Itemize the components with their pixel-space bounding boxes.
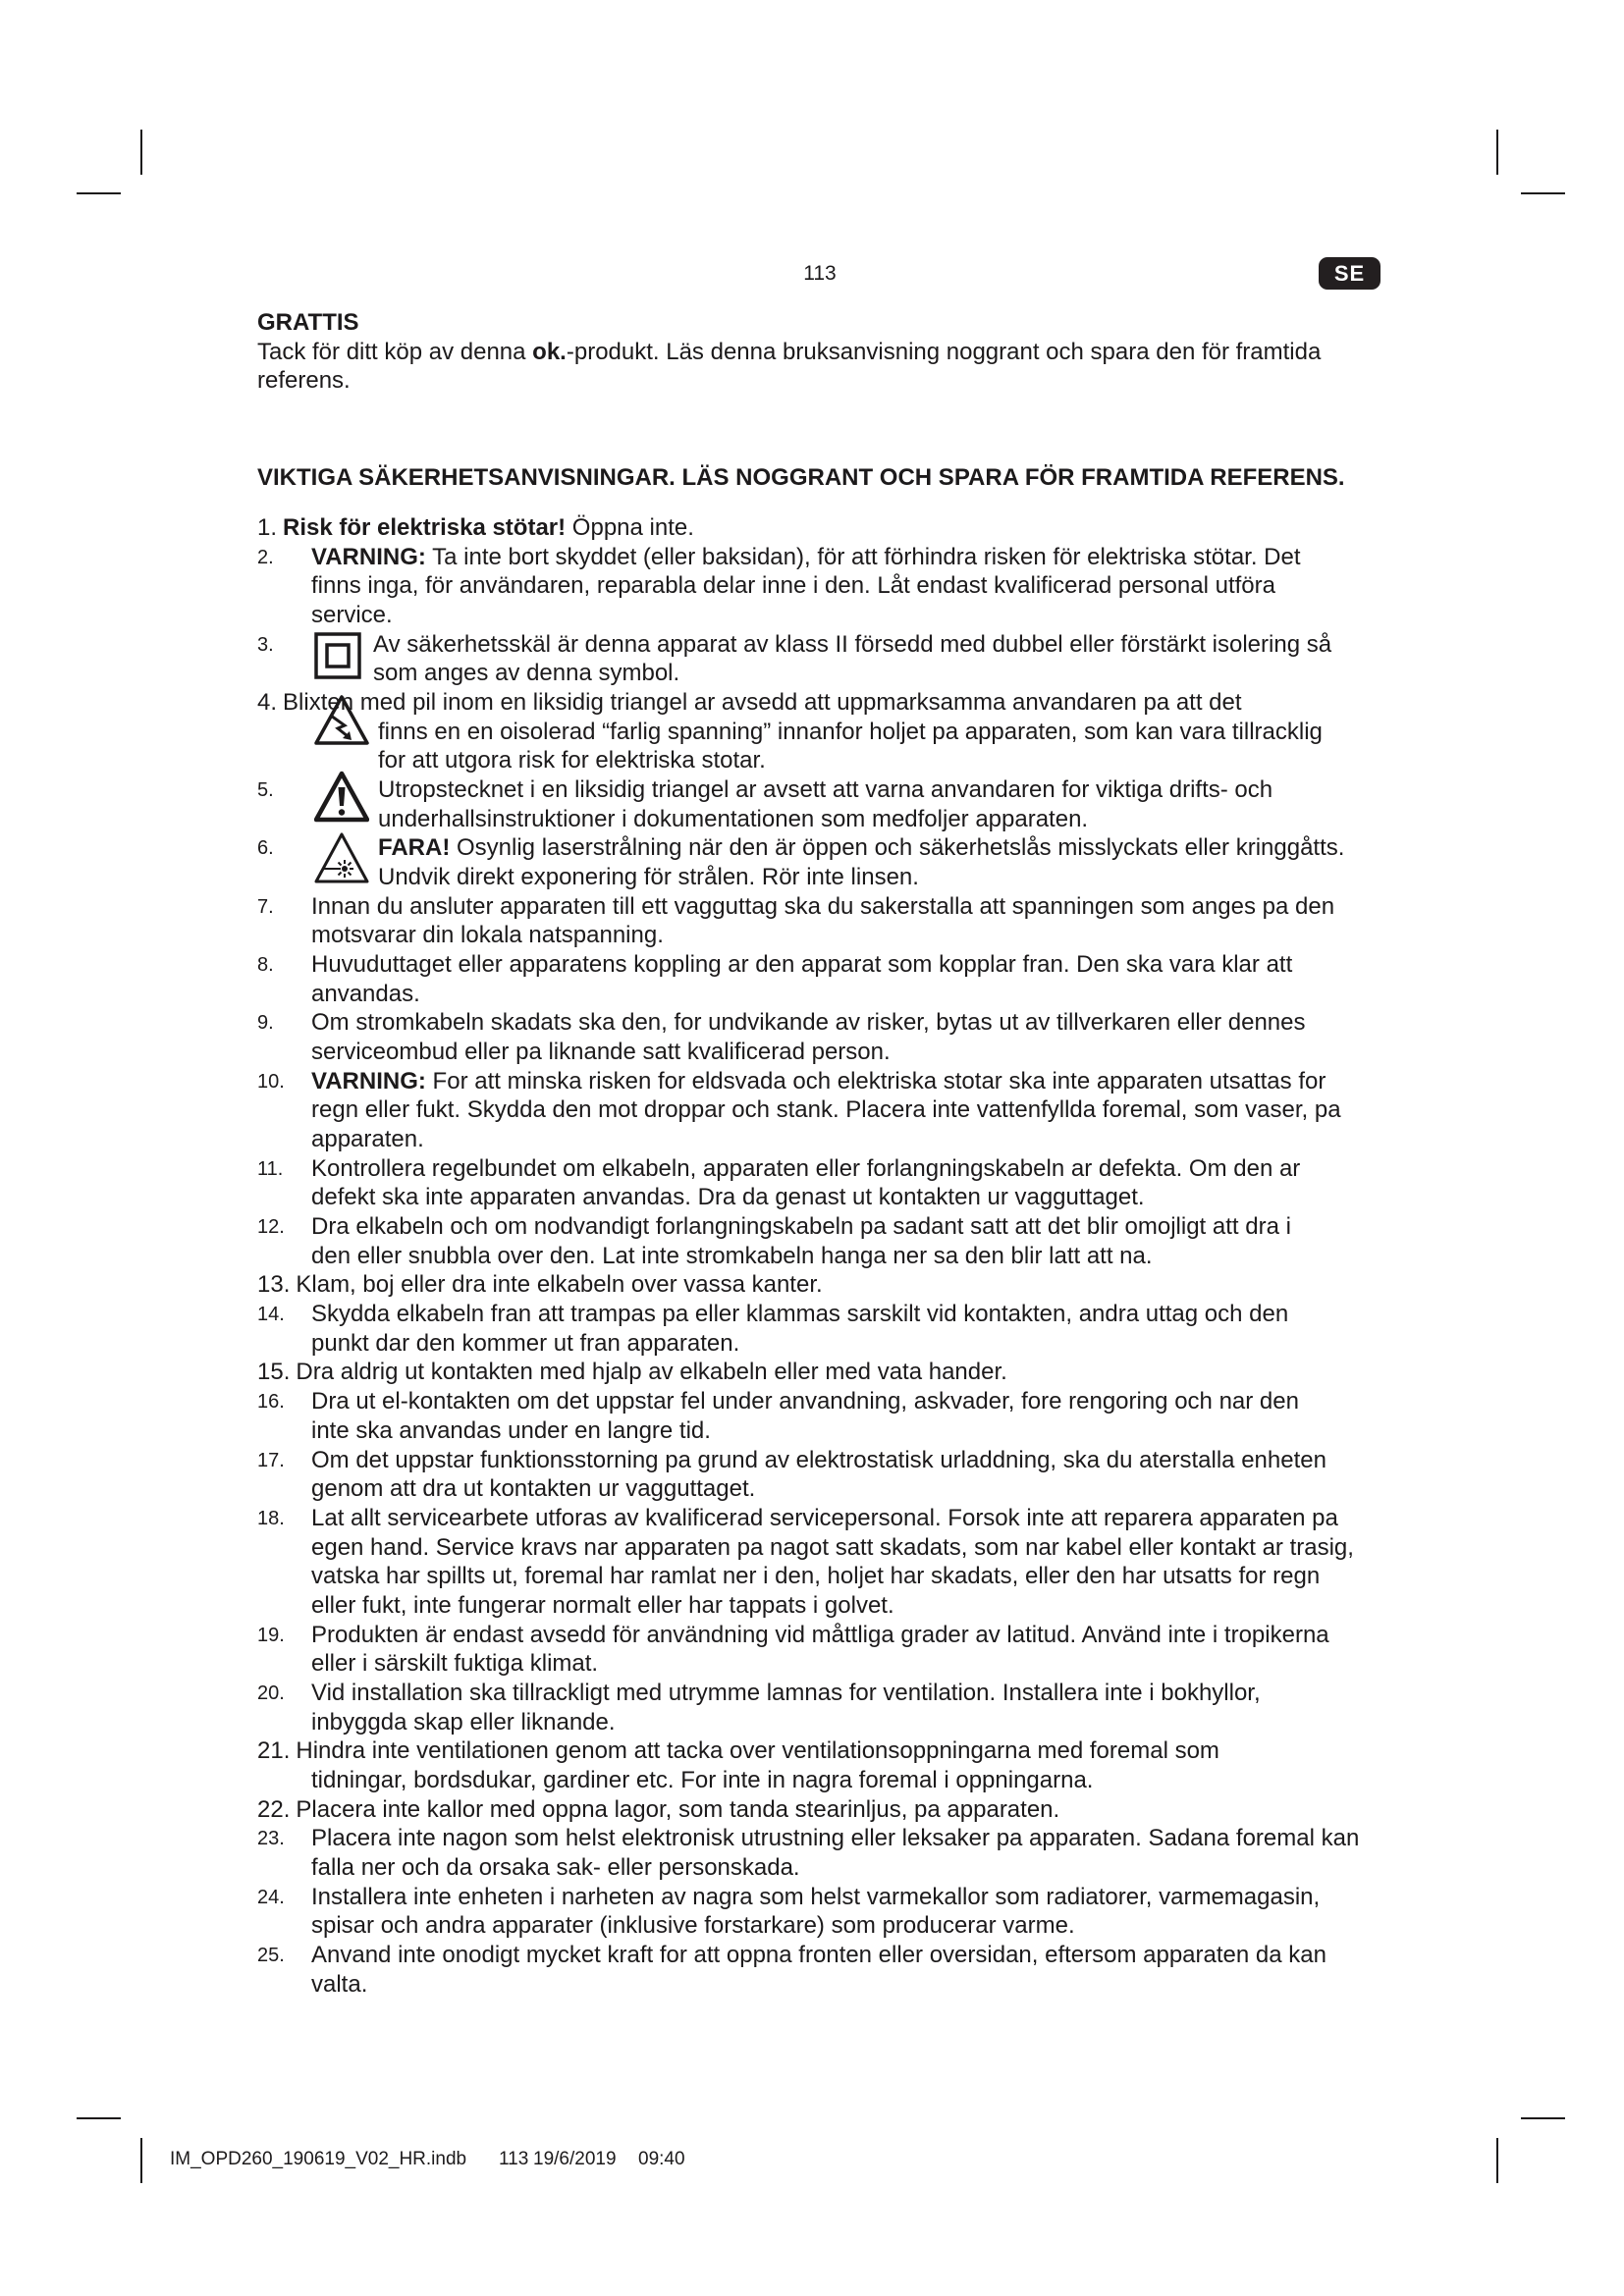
item-text: eller fukt, inte fungerar normalt eller har tappats i golvet.	[311, 1591, 894, 1619]
item-text-line	[257, 1766, 1435, 1795]
item-text-line	[257, 1474, 1435, 1504]
item-text: Om det uppstar funktionsstorning pa grund av elektrostatisk urladdning, ska du aterstalla enheten	[311, 1446, 1326, 1473]
item-text: regn eller fukt. Skydda den mot droppar och stank. Placera inte vattenfyllda foremal, som vaser, pa	[311, 1096, 1341, 1124]
item-text: motsvarar din lokala natspanning.	[311, 922, 664, 949]
item-text: Innan du ansluter apparaten till ett vagguttag ska du sakerstalla att spanningen som anges pa den	[311, 892, 1335, 920]
item-number: 13.	[257, 1271, 291, 1299]
item-number: 24.	[257, 1886, 285, 1908]
item-number: 25.	[257, 1944, 285, 1966]
intro-text-line	[257, 366, 1321, 396]
item-text: service.	[311, 602, 393, 629]
item-text: Anvand inte onodigt mycket kraft for att oppna fronten eller oversidan, eftersom apparaten da kan	[311, 1941, 1326, 1968]
safety-item-6	[257, 833, 1435, 891]
item-text: finns inga, för användaren, reparabla delar inne i den. Låt endast kvalificerad personal utföra	[311, 572, 1275, 600]
item-text: finns en en oisolerad “farlig spanning” innanfor holjet pa apparaten, som kan vara tillracklig	[378, 718, 1323, 745]
intro-text: Tack för ditt köp av denna	[257, 338, 533, 365]
crop-mark	[140, 130, 142, 175]
item-text-line	[257, 1562, 1435, 1591]
item-text-line	[257, 1067, 1435, 1096]
item-text: tidningar, bordsdukar, gardiner etc. For inte in nagra foremal i oppningarna.	[311, 1766, 1094, 1793]
item-text-line	[257, 1795, 1435, 1825]
item-number: 10.	[257, 1070, 285, 1093]
item-text-line	[257, 1504, 1435, 1533]
item-text: falla ner och da orsaka sak- eller personskada.	[311, 1853, 800, 1881]
item-text-line	[257, 833, 1435, 863]
item-text: egen hand. Service kravs nar apparaten pa nagot satt skadats, som nar kabel eller kontakt ar trasig,	[311, 1533, 1354, 1561]
item-text: valta.	[311, 1970, 368, 1998]
item-text-line	[257, 601, 1435, 630]
item-text: Placera inte kallor med oppna lagor, som tanda stearinljus, pa apparaten.	[296, 1795, 1060, 1823]
item-text-line	[257, 1621, 1435, 1650]
item-text-line	[257, 1708, 1435, 1737]
safety-item-2	[257, 543, 1435, 630]
safety-instructions-list	[257, 513, 1435, 1999]
lightning-triangle-icon	[314, 694, 369, 746]
item-text-line	[257, 1038, 1435, 1067]
item-bold-label: FARA!	[378, 834, 451, 862]
item-number: 9.	[257, 1012, 274, 1035]
item-text-line	[257, 1242, 1435, 1271]
item-number: 12.	[257, 1216, 285, 1239]
item-text-line	[257, 1649, 1435, 1679]
item-text-line	[257, 1387, 1435, 1416]
crop-mark	[1496, 130, 1498, 175]
safety-item-4	[257, 688, 1435, 775]
item-text-line	[257, 775, 1435, 805]
item-number: 5.	[257, 779, 274, 802]
safety-item-22	[257, 1795, 1435, 1825]
item-number: 21.	[257, 1737, 291, 1765]
safety-item-10	[257, 1067, 1435, 1154]
exclamation-triangle-icon	[314, 771, 369, 823]
item-number: 14.	[257, 1304, 285, 1326]
item-text: Installera inte enheten i narheten av nagra som helst varmekallor som radiatorer, varmemagasin,	[311, 1883, 1321, 1910]
item-text: Dra aldrig ut kontakten med hjalp av elkabeln eller med vata hander.	[296, 1359, 1007, 1386]
item-number: 4.	[257, 689, 278, 717]
item-text: anvandas.	[311, 980, 420, 1007]
item-number: 18.	[257, 1507, 285, 1529]
item-number: 3.	[257, 633, 274, 656]
safety-item-16	[257, 1387, 1435, 1445]
item-bold-label: VARNING:	[311, 1067, 426, 1095]
safety-item-20	[257, 1679, 1435, 1736]
item-text-line	[257, 1270, 1435, 1300]
item-text: punkt dar den kommer ut fran apparaten.	[311, 1329, 740, 1357]
safety-item-17	[257, 1446, 1435, 1504]
item-number: 1.	[257, 514, 278, 541]
item-text: for att utgora risk for elektriska stotar.	[378, 747, 766, 774]
item-text-line	[257, 892, 1435, 922]
item-text-line	[257, 1358, 1435, 1387]
item-text-line	[257, 1853, 1435, 1883]
crop-mark	[77, 192, 121, 194]
item-text: Undvik direkt exponering för strålen. Rör inte linsen.	[378, 864, 919, 891]
item-text: vatska har spillts ut, foremal har ramlat ner i den, holjet har skadats, eller den har utsatts for regn	[311, 1563, 1321, 1590]
item-text-line	[257, 1125, 1435, 1154]
item-text: Ta inte bort skyddet (eller baksidan), för att förhindra risken för elektriska stötar. Det	[425, 543, 1301, 570]
item-text: For att minska risken for eldsvada och elektriska stotar ska inte apparaten utsattas for	[425, 1067, 1326, 1095]
item-text-line	[257, 1736, 1435, 1766]
item-text: Osynlig laserstrålning när den är öppen och säkerhetslås misslyckats eller kringgåtts.	[450, 834, 1345, 862]
safety-heading: VIKTIGA SÄKERHETSANVISNINGAR. LÄS NOGGRANT OCH SPARA FÖR FRAMTIDA REFERENS.	[257, 464, 1345, 491]
item-bold-label: VARNING:	[311, 543, 426, 570]
item-text-line	[257, 1533, 1435, 1563]
class-ii-double-square-icon	[314, 632, 361, 679]
item-text: serviceombud eller pa liknande satt kvalificerad person.	[311, 1039, 891, 1066]
item-number: 20.	[257, 1682, 285, 1704]
item-text: apparaten.	[311, 1126, 424, 1153]
item-text-line	[257, 1591, 1435, 1621]
item-text: Kontrollera regelbundet om elkabeln, apparaten eller forlangningskabeln ar defekta. Om den ar	[311, 1154, 1301, 1182]
item-text: genom att dra ut kontakten ur vagguttaget.	[311, 1475, 756, 1503]
item-text: Blixten med pil inom en liksidig triangel ar avsedd att uppmarksamma anvandaren pa att det	[283, 689, 1242, 717]
item-text: Öppna inte.	[566, 514, 694, 541]
safety-item-14	[257, 1300, 1435, 1358]
item-number: 15.	[257, 1359, 291, 1386]
item-text-line	[257, 571, 1435, 601]
item-text: Av säkerhetsskäl är denna apparat av klass II försedd med dubbel eller förstärkt isolering så	[373, 630, 1332, 658]
item-text-line	[257, 1883, 1435, 1912]
crop-mark	[140, 2138, 142, 2183]
item-text-line	[257, 1329, 1435, 1359]
footer-file-name: IM_OPD260_190619_V02_HR.indb	[170, 2149, 467, 2169]
item-text: Utropstecknet i en liksidig triangel ar avsett att varna anvandaren for viktiga drifts- och	[378, 776, 1273, 804]
item-number: 6.	[257, 837, 274, 860]
safety-item-19	[257, 1621, 1435, 1679]
item-number: 7.	[257, 895, 274, 918]
item-text: inbyggda skap eller liknande.	[311, 1708, 616, 1735]
item-text: eller i särskilt fuktiga klimat.	[311, 1650, 599, 1678]
item-text-line	[257, 513, 1435, 543]
item-text: spisar och andra apparater (inklusive forstarkare) som producerar varme.	[311, 1912, 1075, 1940]
item-text-line	[257, 688, 1435, 718]
safety-item-13	[257, 1270, 1435, 1300]
item-number: 2.	[257, 546, 274, 568]
item-text: Dra ut el-kontakten om det uppstar fel under anvandning, askvader, fore rengoring och nar den	[311, 1388, 1299, 1415]
item-text-line	[257, 543, 1435, 572]
safety-item-9	[257, 1008, 1435, 1066]
item-number: 16.	[257, 1391, 285, 1414]
safety-item-11	[257, 1154, 1435, 1212]
safety-item-21	[257, 1736, 1435, 1794]
intro-text: referens.	[257, 367, 351, 395]
crop-mark	[1521, 192, 1565, 194]
safety-item-3	[257, 630, 1435, 688]
crop-mark	[77, 2117, 121, 2119]
item-text-line	[257, 1154, 1435, 1184]
item-text: Klam, boj eller dra inte elkabeln over vassa kanter.	[296, 1271, 823, 1299]
safety-item-25	[257, 1941, 1435, 1999]
item-text: den eller snubbla over den. Lat inte stromkabeln hanga ner sa den blir latt att na.	[311, 1242, 1153, 1269]
item-text-line	[257, 630, 1435, 660]
safety-item-18	[257, 1504, 1435, 1621]
item-text-line	[257, 1416, 1435, 1446]
safety-item-5	[257, 775, 1435, 833]
item-text-line	[257, 1911, 1435, 1941]
item-text-line	[257, 1212, 1435, 1242]
item-text-line	[257, 1824, 1435, 1853]
item-text-line	[257, 1008, 1435, 1038]
brand-name: ok.	[532, 338, 567, 365]
item-bold-label: Risk för elektriska stötar!	[283, 514, 567, 541]
safety-item-15	[257, 1358, 1435, 1387]
item-text: Vid installation ska tillrackligt med utrymme lamnas for ventilation. Installera inte i bokhyllor,	[311, 1679, 1261, 1706]
item-text: Produkten är endast avsedd för användning vid måttliga grader av latitud. Använd inte i tropikerna	[311, 1621, 1329, 1648]
item-text-line	[257, 863, 1435, 892]
footer-date: 19/6/2019	[533, 2149, 617, 2169]
item-text: underhallsinstruktioner i dokumentationen som medfoljer apparaten.	[378, 805, 1089, 832]
item-text-line	[257, 1941, 1435, 1970]
footer-page: 113	[499, 2149, 529, 2169]
crop-mark	[1521, 2117, 1565, 2119]
item-text-line	[257, 1183, 1435, 1212]
item-text-line	[257, 1446, 1435, 1475]
item-number: 22.	[257, 1795, 291, 1823]
item-text: Hindra inte ventilationen genom att tacka over ventilationsoppningarna med foremal som	[296, 1737, 1219, 1765]
item-text-line	[257, 718, 1435, 747]
safety-item-8	[257, 950, 1435, 1008]
item-number: 11.	[257, 1157, 284, 1180]
item-text: Dra elkabeln och om nodvandigt forlangningskabeln pa sadant satt att det blir omojligt att dra i	[311, 1213, 1291, 1241]
safety-item-12	[257, 1212, 1435, 1270]
item-text: Placera inte nagon som helst elektronisk utrustning eller leksaker pa apparaten. Sadana foremal kan	[311, 1825, 1360, 1852]
item-text-line	[257, 921, 1435, 950]
item-text-line	[257, 659, 1435, 688]
item-text-line	[257, 950, 1435, 980]
item-number: 19.	[257, 1624, 285, 1646]
item-text: defekt ska inte apparaten anvandas. Dra da genast ut kontakten ur vagguttaget.	[311, 1184, 1145, 1211]
item-number: 8.	[257, 954, 274, 977]
laser-warning-icon	[314, 831, 369, 885]
crop-mark	[1496, 2138, 1498, 2183]
intro-section	[257, 308, 1321, 396]
intro-text-line	[257, 338, 1321, 367]
item-number: 17.	[257, 1449, 285, 1471]
item-text: som anges av denna symbol.	[373, 660, 680, 687]
item-text-line	[257, 980, 1435, 1009]
item-text: inte ska anvandas under en langre tid.	[311, 1416, 711, 1444]
item-text-line	[257, 746, 1435, 775]
safety-item-7	[257, 892, 1435, 950]
language-badge: SE	[1319, 257, 1380, 290]
item-text: Huvuduttaget eller apparatens koppling ar den apparat som kopplar fran. Den ska vara klar att	[311, 951, 1293, 979]
page-number: 113	[803, 262, 837, 285]
footer-time: 09:40	[638, 2149, 685, 2169]
item-text: Lat allt servicearbete utforas av kvalificerad servicepersonal. Forsok inte att reparera apparaten pa	[311, 1504, 1338, 1531]
safety-item-23	[257, 1824, 1435, 1882]
item-text: Om stromkabeln skadats ska den, for undvikande av risker, bytas ut av tillverkaren eller dennes	[311, 1009, 1306, 1037]
safety-item-24	[257, 1883, 1435, 1941]
item-text-line	[257, 1095, 1435, 1125]
safety-item-1	[257, 513, 1435, 543]
intro-title: GRATTIS	[257, 309, 359, 336]
item-number: 23.	[257, 1828, 285, 1850]
item-text-line	[257, 1679, 1435, 1708]
item-text: Skydda elkabeln fran att trampas pa eller klammas sarskilt vid kontakten, andra uttag och den	[311, 1301, 1289, 1328]
item-text-line	[257, 805, 1435, 834]
item-text-line	[257, 1300, 1435, 1329]
intro-text: -produkt. Läs denna bruksanvisning noggrant och spara den för framtida	[566, 338, 1322, 365]
item-text-line	[257, 1970, 1435, 2000]
